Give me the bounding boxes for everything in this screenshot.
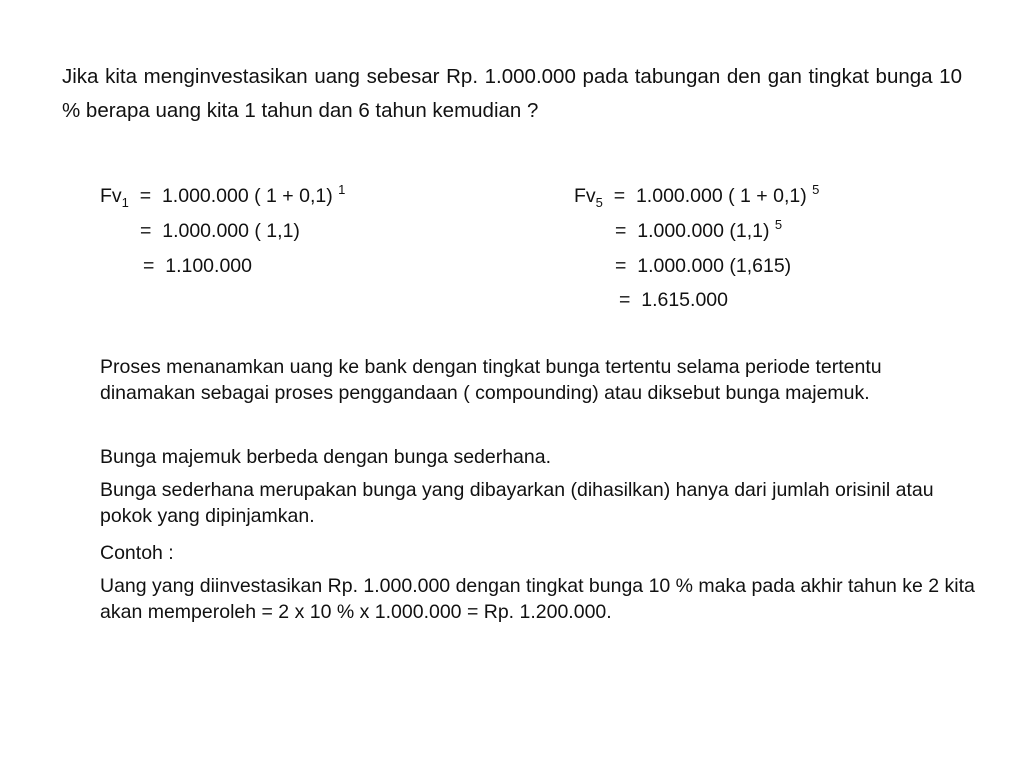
fv5-line-2-exponent: 5 xyxy=(774,217,783,232)
fv1-expression: = 1.000.000 ( 1 + 0,1) xyxy=(128,185,339,207)
fv5-exponent: 5 xyxy=(812,182,820,197)
paragraph-simple-interest-definition: Bunga sederhana merupakan bunga yang dibayarkan (dihasilkan) hanya dari jumlah orisinil atau pokok yang dipinjamkan. xyxy=(100,479,934,527)
fv5-formula-line-4: = 1.615.000 xyxy=(619,289,728,311)
fv5-expression: = 1.000.000 ( 1 + 0,1) xyxy=(602,185,813,207)
paragraph-compounding-definition: Proses menanamkan uang ke bank dengan tingkat bunga tertentu selama periode tertentu dinamakan sebagai proses penggandaan ( compounding) atau diksebut bunga majemuk. xyxy=(100,356,882,404)
fv1-label: Fv xyxy=(100,185,122,207)
fv5-formula-line-2 xyxy=(615,219,782,245)
fv1-formula-line-1 xyxy=(100,184,345,210)
fv5-formula-line-1 xyxy=(574,184,819,210)
fv1-formula-line-2: = 1.000.000 ( 1,1) xyxy=(140,220,300,242)
paragraph-example-heading: Contoh : xyxy=(100,542,174,564)
fv1-subscript: 1 xyxy=(121,195,129,210)
fv5-line-2-expression: = 1.000.000 (1,1) xyxy=(615,220,775,242)
intro-question: Jika kita menginvestasikan uang sebesar Rp. 1.000.000 pada tabungan den gan tingkat bunga 10 % berapa uang kita 1 tahun dan 6 tahun kemudian ? xyxy=(62,65,962,122)
paragraph-compound-vs-simple: Bunga majemuk berbeda dengan bunga sederhana. xyxy=(100,446,552,468)
paragraph-example-calculation: Uang yang diinvestasikan Rp. 1.000.000 dengan tingkat bunga 10 % maka pada akhir tahun ke 2 kita akan memperoleh = 2 x 10 % x 1.000.000 = Rp. 1.200.000. xyxy=(100,575,975,623)
fv5-formula-line-3: = 1.000.000 (1,615) xyxy=(615,255,792,277)
fv5-subscript: 5 xyxy=(595,195,603,210)
fv5-label: Fv xyxy=(574,185,596,207)
fv1-exponent: 1 xyxy=(338,182,346,197)
fv1-formula-line-3: = 1.100.000 xyxy=(143,255,252,277)
